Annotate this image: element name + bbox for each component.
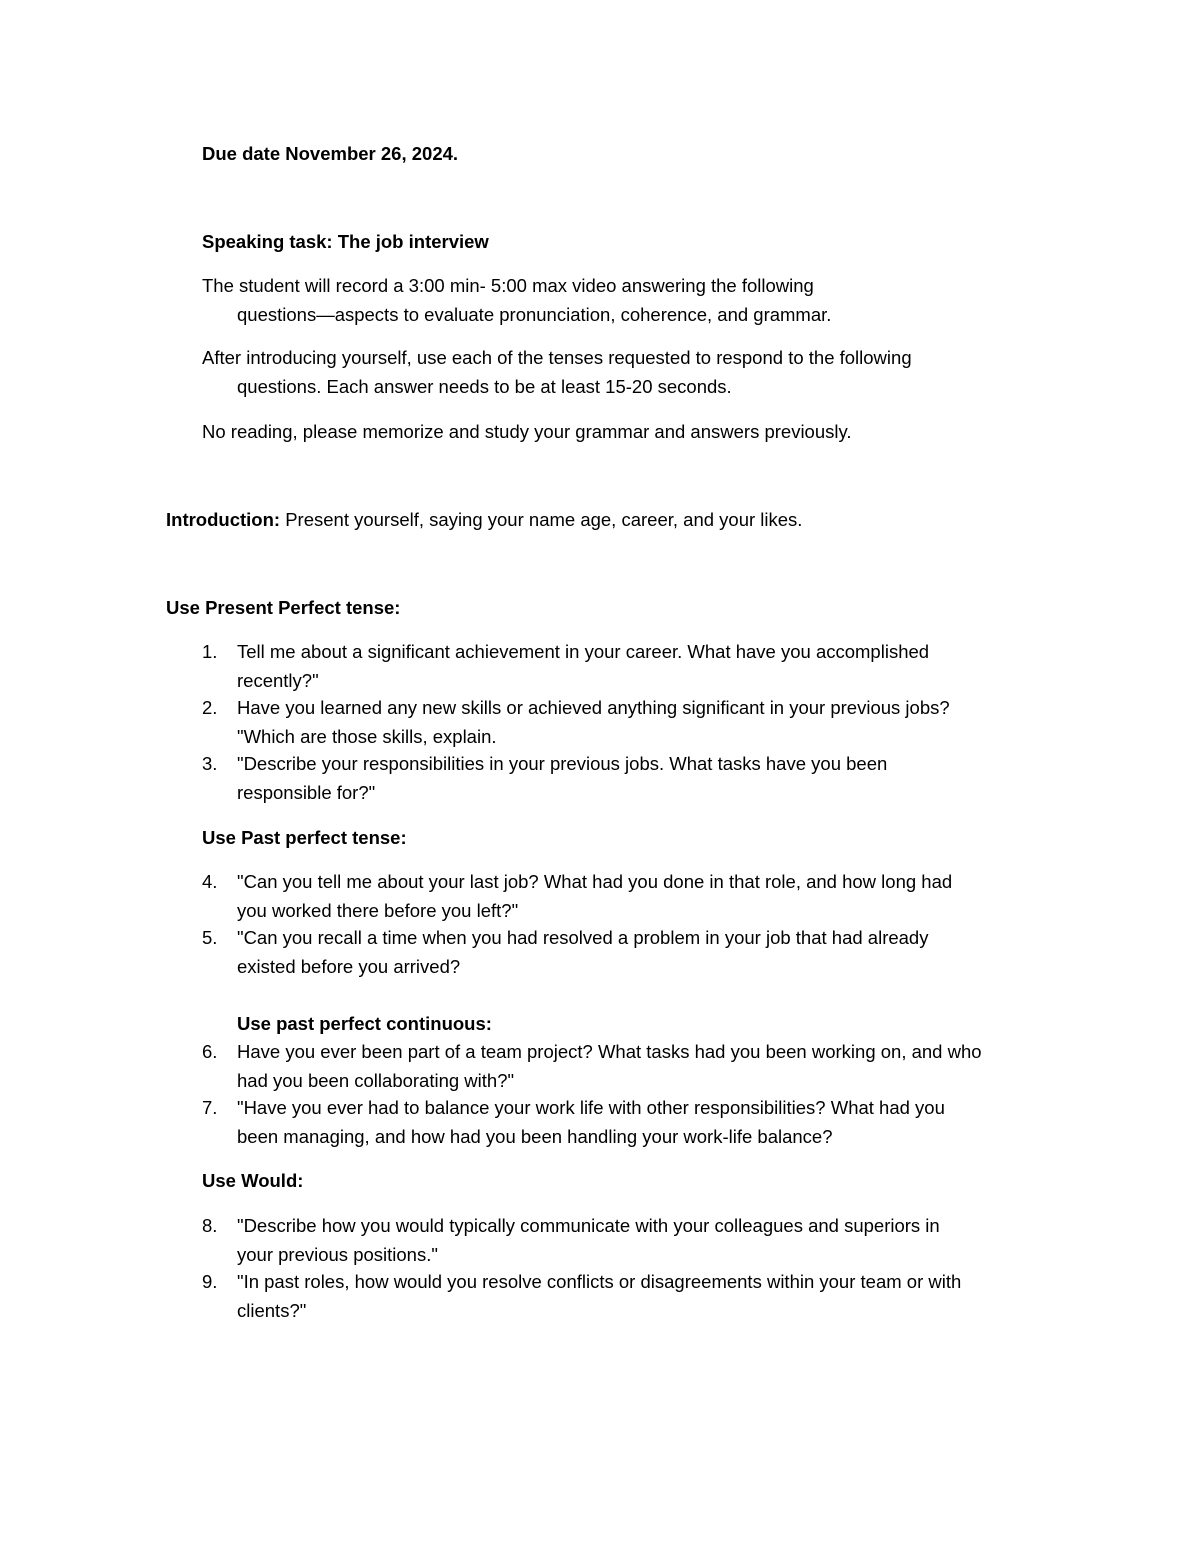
section-would: Use Would:	[202, 1170, 304, 1191]
question-number: 8.	[202, 1215, 218, 1236]
task-title: Speaking task: The job interview	[202, 231, 489, 252]
question-item: Tell me about a significant achievement in your career. What have you accomplished recently?"	[237, 641, 930, 691]
question-number: 2.	[202, 697, 218, 718]
question-number: 9.	[202, 1271, 218, 1292]
question-item: Have you learned any new skills or achieved anything significant in your previous jobs? "Which are those skills, explain.	[237, 697, 950, 747]
instructions-paragraph-1	[202, 272, 1002, 329]
section-present-perfect: Use Present Perfect tense:	[166, 597, 401, 618]
instructions-p2-line1: After introducing yourself, use each of the tenses requested to respond to the following	[202, 347, 912, 368]
introduction-label: Introduction:	[166, 509, 281, 530]
instructions-p2-line2: questions. Each answer needs to be at least 15-20 seconds.	[237, 375, 732, 397]
instructions-paragraph-3: No reading, please memorize and study your grammar and answers previously.	[202, 421, 852, 442]
due-date: Due date November 26, 2024.	[202, 143, 459, 164]
section-past-perfect-continuous: Use past perfect continuous:	[237, 1013, 492, 1034]
question-number: 5.	[202, 927, 218, 948]
question-item: "Can you recall a time when you had resolved a problem in your job that had already existed before you arrived?	[237, 927, 929, 977]
question-item: "Can you tell me about your last job? What had you done in that role, and how long had you worked there before you left?"	[237, 871, 953, 921]
section-past-perfect: Use Past perfect tense:	[202, 827, 407, 848]
question-number: 7.	[202, 1097, 218, 1118]
question-number: 4.	[202, 871, 218, 892]
instructions-p1-line2: questions—aspects to evaluate pronunciation, coherence, and grammar.	[237, 303, 832, 325]
question-item: "Have you ever had to balance your work life with other responsibilities? What had you been managing, and how had you been handling your work-life balance?	[237, 1097, 945, 1147]
question-number: 6.	[202, 1041, 218, 1062]
question-item: Have you ever been part of a team project? What tasks had you been working on, and who had you been collaborating with?"	[237, 1041, 982, 1091]
question-number: 3.	[202, 753, 218, 774]
question-item: "In past roles, how would you resolve conflicts or disagreements within your team or with clients?"	[237, 1271, 962, 1321]
question-item: "Describe your responsibilities in your previous jobs. What tasks have you been responsible for?"	[237, 753, 888, 803]
question-number: 1.	[202, 641, 218, 662]
instructions-paragraph-2	[202, 344, 1002, 401]
question-item: "Describe how you would typically communicate with your colleagues and superiors in your previous positions."	[237, 1215, 940, 1265]
introduction-line	[166, 506, 802, 534]
introduction-text: Present yourself, saying your name age, career, and your likes.	[280, 509, 803, 530]
instructions-p1-line1: The student will record a 3:00 min- 5:00 max video answering the following	[202, 275, 814, 296]
